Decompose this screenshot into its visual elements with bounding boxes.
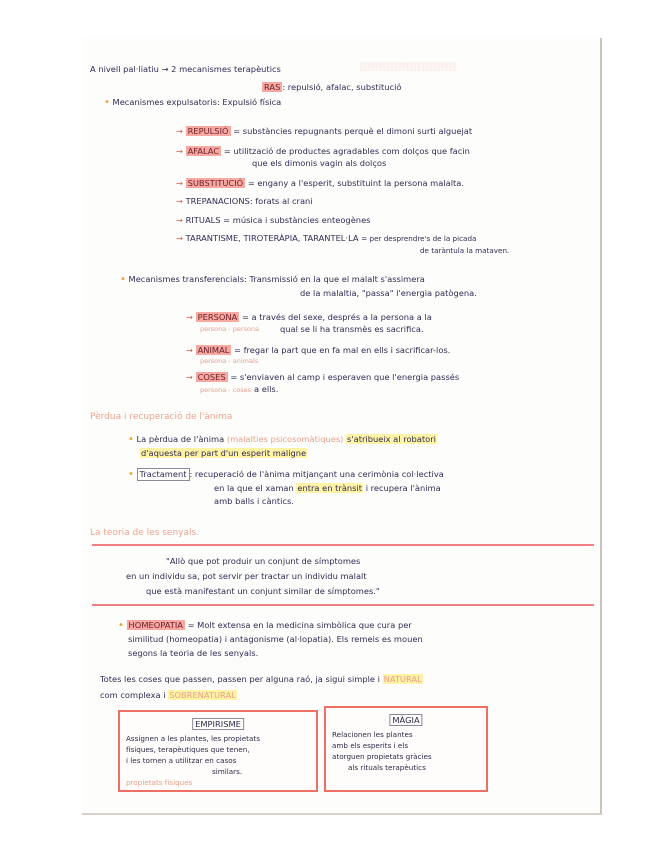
ras-tag: RAS bbox=[264, 82, 281, 92]
item-tarantisme: → TARANTISME, TIROTERÀPIA, TARANTEL·LA = per desprendre's de la picada bbox=[176, 233, 477, 243]
item-repulsio: → REPULSIÓ = substàncies repugnants perquè el dimoni surti alguejat bbox=[176, 126, 473, 136]
item-rituals: → RITUALS = música i substàncies enteogènes bbox=[176, 215, 371, 225]
item-coses: → COSES = s'enviaven al camp i esperaven que l'energia passés bbox=[186, 372, 460, 382]
homeopatia-line2: similitud (homeopatia) i antagonisme (al·lopatia). Els remeis es mouen bbox=[128, 634, 423, 644]
tractament-label: Tractament bbox=[137, 468, 190, 481]
card-empirisme-line4: similars. bbox=[212, 767, 243, 776]
transferencials-desc2: de la malaltia, "passa" l'energia patògena. bbox=[300, 288, 477, 298]
item-persona-sub: persona - persona bbox=[200, 325, 260, 333]
card-empirisme-title: EMPIRISME bbox=[192, 718, 244, 730]
rule-top bbox=[92, 544, 594, 546]
quote-line2: en un individu sa, pot servir per tractar un individu malalt bbox=[126, 571, 367, 581]
item-persona-cont: qual se li ha transmès es sacrifica. bbox=[280, 324, 424, 334]
intro-line: A nivell pal·liatiu → 2 mecanismes terapèutics bbox=[90, 64, 281, 74]
homeopatia-line1: • HOMEOPATIA = Molt extensa en la medicina simbòlica que cura per bbox=[118, 620, 412, 631]
item-persona: → PERSONA = a través del sexe, després a la persona a la bbox=[186, 312, 432, 322]
card-magia-title: MÀGIA bbox=[389, 714, 422, 726]
card-magia-line4: als rituals terapèutics bbox=[348, 763, 426, 772]
item-coses-cont: a ells. bbox=[254, 384, 279, 394]
anima-p1-cont: d'aquesta per part d'un esperit maligne bbox=[141, 448, 307, 458]
tractament-line: • Tractament : recuperació de l'ànima mitjançant una cerimònia col·lectiva bbox=[128, 469, 444, 480]
item-coses-sub: persona - coses bbox=[200, 386, 252, 394]
tractament-cont2: amb balls i càntics. bbox=[214, 496, 294, 506]
expulsatoris-heading: • Mecanismes expulsatoris: Expulsió física bbox=[104, 97, 282, 108]
card-empirisme-line3: i les tornen a utilitzar en casos bbox=[126, 756, 237, 765]
item-trepanacions: → TREPANACIONS: forats al crani bbox=[176, 196, 313, 206]
homeopatia-line3: segons la teoria de les senyals. bbox=[128, 648, 259, 658]
item-afalac-cont: que els dimonis vagin als dolços bbox=[252, 158, 387, 168]
quote-line3: que està manifestant un conjunt similar de símptomes." bbox=[146, 586, 380, 596]
card-empirisme-line2: físiques, terapèutiques que tenen, bbox=[126, 745, 250, 754]
card-magia bbox=[324, 706, 488, 792]
card-empirisme bbox=[118, 710, 318, 792]
item-animal: → ANIMAL = fregar la part que en fa mal en ells i sacrificar-los. bbox=[186, 345, 451, 355]
anima-heading: Pèrdua i recuperació de l'ànima bbox=[90, 412, 233, 422]
item-afalac: → AFALAC = utilització de productes agradables com dolços que facin bbox=[176, 146, 470, 156]
card-magia-line3: atorguen propietats gràcies bbox=[332, 752, 432, 761]
card-empirisme-line1: Assignen a les plantes, les propietats bbox=[126, 734, 260, 743]
senyals-heading: La teoria de les senyals. bbox=[90, 528, 200, 538]
item-animal-sub: persona - animals bbox=[200, 357, 259, 365]
card-magia-line2: amb els esperits i els bbox=[332, 741, 409, 750]
anima-p1: • La pèrdua de l'ànima (malalties psicosomàtiques) s'atribueix al robatori bbox=[128, 434, 436, 445]
item-substitucio: → SUBSTITUCIÓ = engany a l'esperit, substituint la persona malalta. bbox=[176, 178, 465, 188]
card-magia-line1: Relacionen les plantes bbox=[332, 730, 413, 739]
coses-line2: com complexa i SOBRENATURAL bbox=[100, 690, 236, 700]
rule-bottom bbox=[92, 604, 594, 606]
quote-line1: "Allò que pot produir un conjunt de símptomes bbox=[166, 556, 361, 566]
tractament-cont: en la que el xaman entra en trànsit i recupera l'ànima bbox=[214, 483, 441, 493]
transferencials-heading: • Mecanismes transferencials: Transmissió en la que el malalt s'assimera bbox=[120, 274, 425, 285]
intro-faint-scribble: ░░░░░░░░░░░░░░░░░░ bbox=[360, 63, 457, 71]
coses-line1: Totes les coses que passen, passen per alguna raó, ja sigui simple i NATURAL bbox=[100, 674, 422, 684]
ras-line: RAS : repulsió, afalac, substitució bbox=[264, 82, 402, 92]
item-tarantisme-cont: de taràntula la mataven. bbox=[420, 246, 510, 255]
card-empirisme-footer: propietats físiques bbox=[126, 778, 193, 787]
